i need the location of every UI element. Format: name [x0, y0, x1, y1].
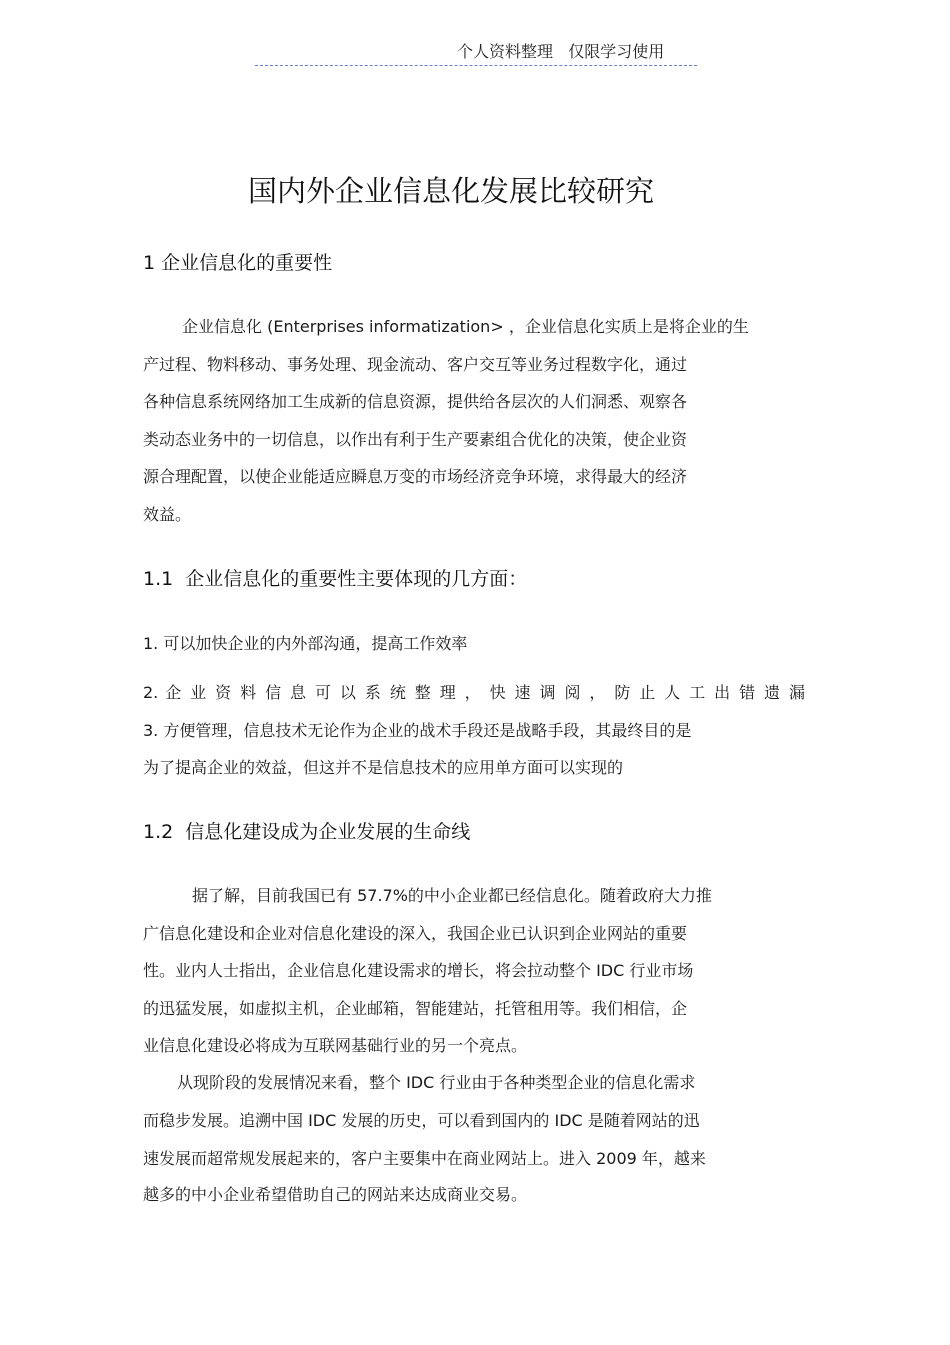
- page-header: [255, 41, 697, 66]
- section-1-heading: 1 企业信息化的重要性: [143, 252, 333, 274]
- section-1-paragraph-line: 源合理配置，以使企业能适应瞬息万变的市场经济竞争环境，求得最大的经济: [143, 467, 688, 486]
- section-1-1-heading: 1.1 企业信息化的重要性主要体现的几方面：: [143, 568, 528, 590]
- section-1-2-heading: 1.2 信息化建设成为企业发展的生命线: [143, 821, 471, 843]
- section-1-2-paragraph-line: 速发展而超常规发展起来的，客户主要集中在商业网站上。进入 2009 年，越来: [143, 1149, 706, 1168]
- list-item: 2. 企 业 资 料 信 息 可 以 系 统 整 理 ， 快 速 调 阅 ， 防 止 人 工 出 错 遗 漏: [143, 683, 805, 702]
- list-item: 1. 可以加快企业的内外部沟通，提高工作效率: [143, 634, 468, 653]
- section-1-2-paragraph-line: 的迅猛发展，如虚拟主机，企业邮箱，智能建站，托管租用等。我们相信，企: [143, 999, 688, 1018]
- section-1-2-paragraph-line: 据了解，目前我国已有 57.7%的中小企业都已经信息化。随着政府大力推: [192, 886, 712, 905]
- section-1-paragraph-line: 各种信息系统网络加工生成新的信息资源，提供给各层次的人们洞悉、观察各: [143, 392, 688, 411]
- section-1-2-paragraph-line: 业信息化建设必将成为互联网基础行业的另一个亮点。: [143, 1036, 528, 1055]
- section-1-paragraph-line: 类动态业务中的一切信息，以作出有利于生产要素组合优化的决策，使企业资: [143, 430, 688, 449]
- section-1-paragraph-line: 产过程、物料移动、事务处理、现金流动、客户交互等业务过程数字化，通过: [143, 355, 688, 374]
- section-1-2-paragraph-line: 从现阶段的发展情况来看，整个 IDC 行业由于各种类型企业的信息化需求: [177, 1073, 696, 1092]
- document-title: 国内外企业信息化发展比较研究: [247, 174, 654, 208]
- list-item-continuation: 为了提高企业的效益，但这并不是信息技术的应用单方面可以实现的: [143, 758, 624, 777]
- section-1-2-paragraph-line: 而稳步发展。追溯中国 IDC 发展的历史，可以看到国内的 IDC 是随着网站的迅: [143, 1111, 700, 1130]
- section-1-2-paragraph-line: 广信息化建设和企业对信息化建设的深入，我国企业已认识到企业网站的重要: [143, 924, 688, 943]
- header-text: 个人资料整理 仅限学习使用: [457, 42, 665, 61]
- section-1-2-paragraph-line: 越多的中小企业希望借助自己的网站来达成商业交易。: [143, 1185, 528, 1204]
- list-item: 3. 方便管理，信息技术无论作为企业的战术手段还是战略手段，其最终目的是: [143, 721, 692, 740]
- section-1-2-paragraph-line: 性。业内人士指出，企业信息化建设需求的增长，将会拉动整个 IDC 行业市场: [143, 961, 694, 980]
- section-1-paragraph-line: 效益。: [143, 505, 192, 524]
- section-1-paragraph-line: 企业信息化 (Enterprises informatization> ，企业信息化实质上是将企业的生: [182, 317, 749, 336]
